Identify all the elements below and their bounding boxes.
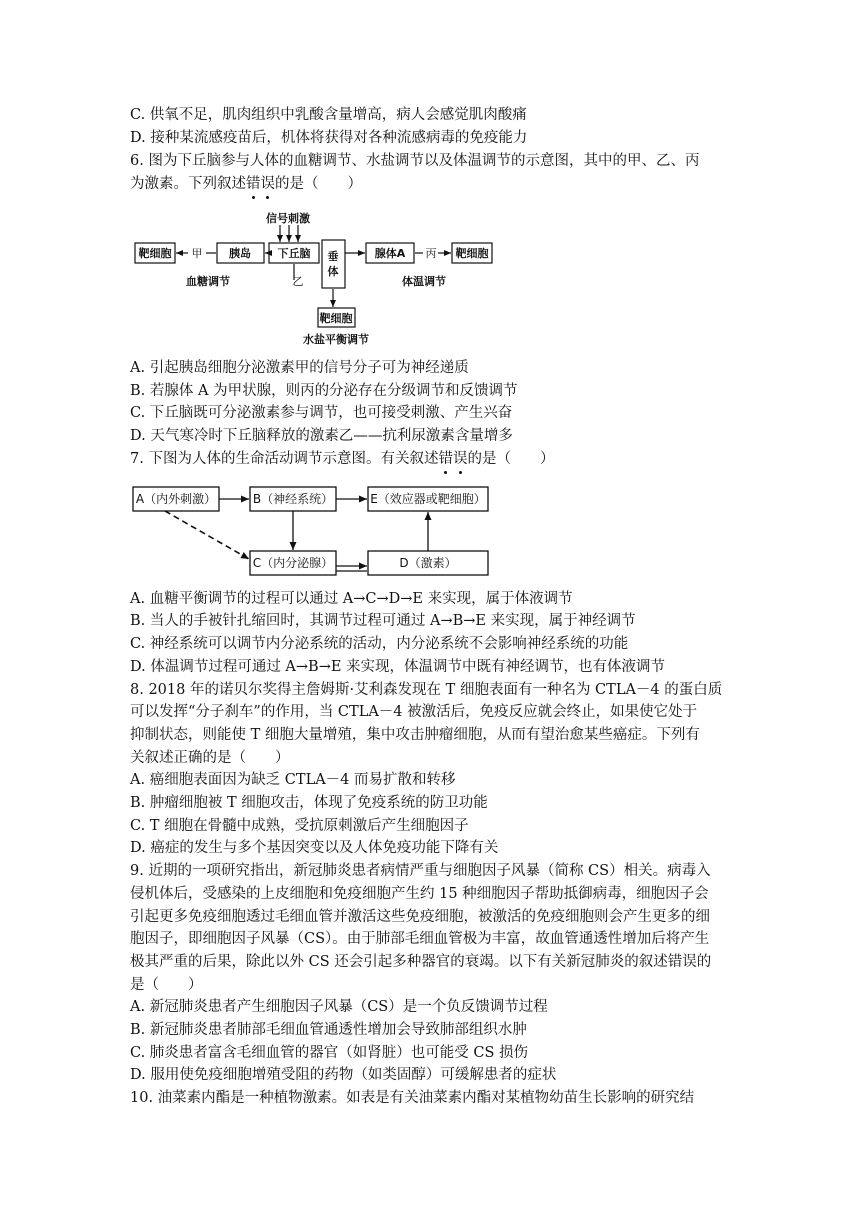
- q8-stem-line1: 8. 2018 年的诺贝尔奖得主詹姆斯·艾利森发现在 T 细胞表面有一种名为 CTLA－4 的蛋白质: [130, 682, 723, 698]
- q9-option-d: D. 服用使免疫细胞增殖受阻的药物（如类固醇）可缓解患者的症状: [130, 1067, 557, 1083]
- target-cell-left-label: 靶细胞: [138, 247, 172, 260]
- q10-stem-line1: 10. 油菜素内酯是一种植物激素。如表是有关油菜素内酯对某植物幼苗生长影响的研究结: [130, 1090, 695, 1106]
- q7-option-b: B. 当人的手被针扎缩回时，其调节过程可通过 A→B→E 来实现，属于神经调节: [130, 613, 636, 629]
- hypothalamus-label: 下丘脑: [277, 247, 311, 260]
- pituitary-label-1: 垂: [327, 250, 339, 263]
- q9-option-a: A. 新冠肺炎患者产生细胞因子风暴（CS）是一个负反馈调节过程: [130, 999, 548, 1015]
- a-to-c-dashed-arrow: [165, 511, 249, 559]
- box-b-label: B（神经系统）: [252, 492, 334, 506]
- q7-option-c: C. 神经系统可以调节内分泌系统的活动，内分泌系统不会影响神经系统的功能: [130, 636, 629, 652]
- target-cell-right-label: 靶细胞: [455, 247, 489, 260]
- q7-stem-tail: 的是（ ）: [467, 451, 555, 467]
- q8-option-a: A. 癌细胞表面因为缺乏 CTLA－4 而易扩散和转移: [130, 772, 456, 788]
- target-cell-bottom-label: 靶细胞: [319, 312, 353, 325]
- yi-label: 乙: [292, 275, 304, 288]
- q9-option-c: C. 肺炎患者富含毛细血管的器官（如肾脏）也可能受 CS 损伤: [130, 1045, 529, 1061]
- box-d-label: D（激素）: [399, 556, 457, 570]
- q6-stem-tail: 的是（ ）: [275, 176, 362, 192]
- q5-option-d: D. 接种某流感疫苗后，机体将获得对各种流感病毒的免疫能力: [130, 130, 528, 146]
- blood-sugar-label: 血糖调节: [186, 275, 230, 288]
- q7-option-d: D. 体温调节过程可通过 A→B→E 来实现，体温调节中既有神经调节，也有体液调节: [130, 659, 666, 675]
- q9-stem-line3: 引起更多免疫细胞透过毛细血管并激活这些免疫细胞，被激活的免疫细胞则会产生更多的细: [130, 909, 710, 925]
- jia-label: 甲: [191, 247, 203, 260]
- q9-stem-line1: 9. 近期的一项研究指出，新冠肺炎患者病情严重与细胞因子风暴（简称 CS）相关。病毒入: [130, 863, 711, 879]
- q9-stem-line2: 侵机体后，受感染的上皮细胞和免疫细胞产生约 15 种细胞因子帮助抵御病毒，细胞因子会: [130, 886, 709, 902]
- q5-option-c: C. 供氧不足，肌肉组织中乳酸含量增高，病人会感觉肌肉酸痛: [130, 107, 527, 123]
- q7-stem-text: 7. 下图为人体的生命活动调节示意图。有关叙述: [130, 451, 439, 467]
- signal-label: 信号刺激: [266, 212, 310, 225]
- q6-emphasis-char: 错: [246, 173, 261, 195]
- q8-stem-line3: 抑制状态，则能使 T 细胞大量增殖，集中攻击肿瘤细胞，从而有望治愈某些癌症。下列有: [130, 727, 700, 743]
- box-a-label: A（内外刺激）: [135, 492, 217, 506]
- water-salt-label: 水盐平衡调节: [303, 333, 369, 346]
- q9-stem-line5: 极其严重的后果，除此以外 CS 还会引起多种器官的衰竭。以下有关新冠肺炎的叙述错误的: [130, 954, 712, 970]
- box-c-label: C（内分泌腺）: [252, 556, 334, 570]
- q9-option-b: B. 新冠肺炎患者肺部毛细血管通透性增加会导致肺部组织水肿: [130, 1022, 527, 1038]
- q6-option-b: B. 若腺体 A 为甲状腺，则丙的分泌存在分级调节和反馈调节: [130, 383, 518, 399]
- q7-option-a: A. 血糖平衡调节的过程可以通过 A→C→D→E 来实现，属于体液调节: [130, 591, 573, 607]
- q6-stem-text: 为激素。下列叙述: [130, 176, 246, 192]
- box-e-label: E（效应器或靶细胞）: [370, 492, 486, 506]
- q9-stem-line4: 胞因子，即细胞因子风暴（CS）。由于肺部毛细血管极为丰富，故血管通透性增加后将产生: [130, 931, 710, 947]
- pituitary-label-2: 体: [327, 265, 339, 278]
- q6-option-d: D. 天气寒冷时下丘脑释放的激素乙——抗利尿激素含量增多: [130, 428, 513, 444]
- q6-option-a: A. 引起胰岛细胞分泌激素甲的信号分子可为神经递质: [130, 360, 469, 376]
- gland-a-label: 腺体A: [374, 247, 406, 260]
- q9-stem-line6: 是（ ）: [130, 977, 203, 993]
- q7-emphasis-char: 错: [438, 448, 453, 470]
- q8-option-c: C. T 细胞在骨髓中成熟，受抗原刺激后产生细胞因子: [130, 818, 469, 834]
- q8-option-b: B. 肿瘤细胞被 T 细胞攻击，体现了免疫系统的防卫功能: [130, 795, 488, 811]
- pancreas-label: 胰岛: [229, 247, 251, 260]
- q8-stem-line4: 关叙述正确的是（ ）: [130, 750, 290, 766]
- q8-stem-line2: 可以发挥“分子刹车”的作用，当 CTLA－4 被激活后，免疫反应就会终止，如果使它处于: [130, 704, 698, 720]
- q6-emphasis-char: 误: [261, 173, 276, 195]
- q8-option-d: D. 癌症的发生与多个基因突变以及人体免疫功能下降有关: [130, 840, 499, 856]
- q6-option-c: C. 下丘脑既可分泌激素参与调节，也可接受刺激、产生兴奋: [130, 405, 513, 421]
- q7-regulation-diagram: [0, 0, 860, 600]
- q6-stem-line1: 6. 图为下丘脑参与人体的血糖调节、水盐调节以及体温调节的示意图，其中的甲、乙、丙: [130, 153, 700, 169]
- q7-emphasis-char: 误: [453, 448, 468, 470]
- body-temp-label: 体温调节: [402, 275, 446, 288]
- bing-label: 丙: [425, 247, 437, 260]
